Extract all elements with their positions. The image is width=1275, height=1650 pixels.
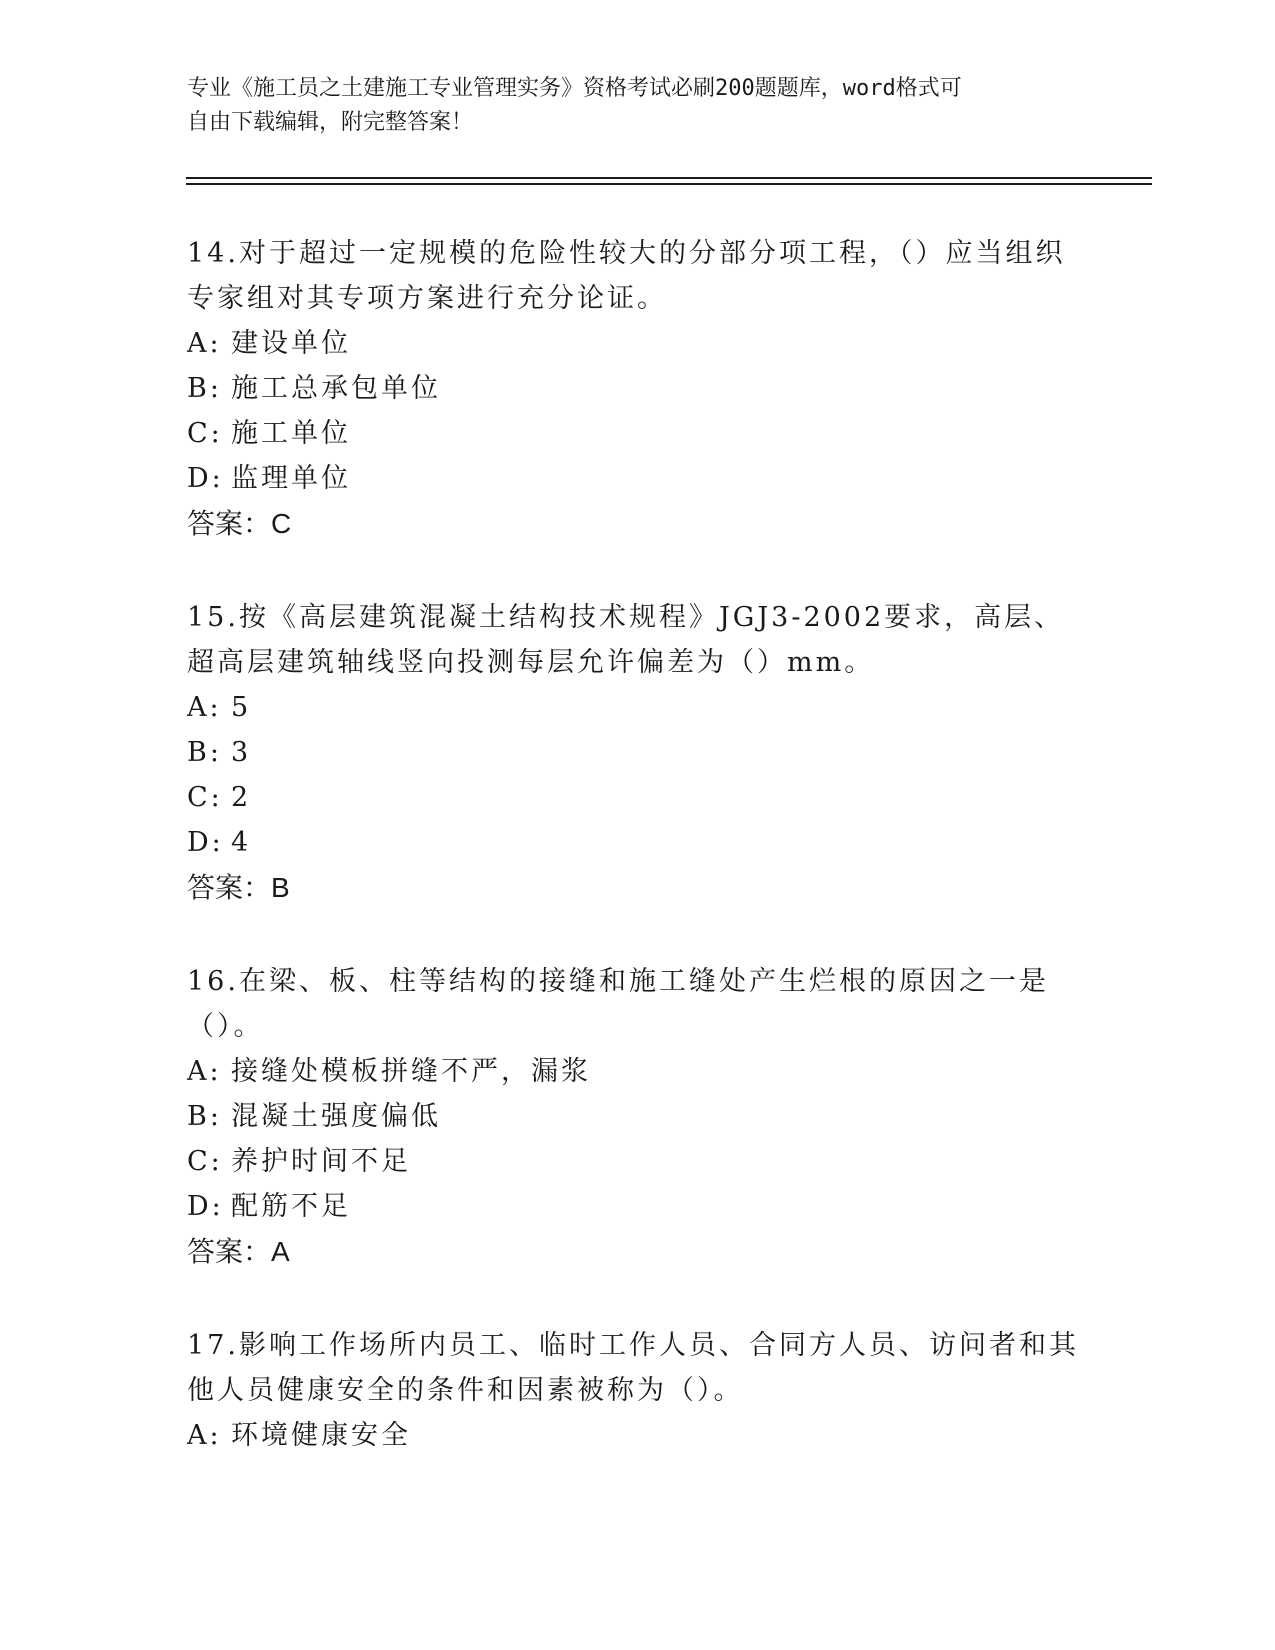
option-a [187,1049,1087,1094]
option-c [187,1139,1087,1184]
option-text: 3 [231,737,252,768]
header-line-1: 专业《施工员之土建施工专业管理实务》资格考试必刷200题题库，word格式可 [187,76,962,101]
question-stem: 15.按《高层建筑混凝土结构技术规程》JGJ3-2002要求，高层、超高层建筑轴线竖向投测每层允许偏差为（）mm。 [187,602,1065,678]
question-stem: 16.在梁、板、柱等结构的接缝和施工缝处产生烂根的原因之一是（）。 [187,966,1049,1042]
question-15 [187,595,1087,911]
question-stem: 14.对于超过一定规模的危险性较大的分部分项工程，（）应当组织专家组对其专项方案进行充分论证。 [187,238,1066,314]
question-list [187,231,1087,1506]
option-a [187,685,1087,730]
option-text: 环境健康安全 [231,1420,411,1451]
option-label: A: [187,1056,222,1087]
option-label: D: [187,463,224,494]
option-text: 5 [231,692,252,723]
option-b [187,366,1087,411]
option-d [187,456,1087,501]
option-label: B: [187,737,222,768]
option-d [187,820,1087,865]
option-text: 建设单位 [231,328,351,359]
option-text: 2 [231,782,252,813]
option-a [187,321,1087,366]
question-16 [187,959,1087,1275]
header-line-2: 自由下载编辑，附完整答案！ [187,110,474,135]
option-text: 配筋不足 [231,1191,351,1222]
question-17 [187,1323,1087,1458]
option-b [187,1094,1087,1139]
option-c [187,775,1087,820]
option-text: 施工单位 [231,418,351,449]
option-label: A: [187,692,222,723]
header-divider-bottom [186,183,1152,185]
option-text: 监理单位 [231,463,351,494]
option-label: A: [187,328,222,359]
option-b [187,730,1087,775]
option-label: B: [187,373,222,404]
document-header [187,72,1067,140]
option-text: 4 [231,827,252,858]
option-label: D: [187,827,224,858]
header-divider-top [186,177,1152,179]
option-text: 接缝处模板拼缝不严，漏浆 [231,1056,591,1087]
answer-line: 答案：A [187,1236,290,1267]
option-text: 混凝土强度偏低 [231,1101,441,1132]
answer-line: 答案：C [187,508,292,539]
option-label: C: [187,418,223,449]
option-d [187,1184,1087,1229]
option-text: 养护时间不足 [231,1146,411,1177]
question-stem: 17.影响工作场所内员工、临时工作人员、合同方人员、访问者和其他人员健康安全的条件和因素被称为（）。 [187,1330,1079,1406]
option-c [187,411,1087,456]
option-label: B: [187,1101,222,1132]
question-14 [187,231,1087,547]
option-label: D: [187,1191,224,1222]
option-label: C: [187,1146,223,1177]
option-label: A: [187,1420,222,1451]
option-label: C: [187,782,223,813]
answer-line: 答案：B [187,872,290,903]
option-text: 施工总承包单位 [231,373,441,404]
option-a [187,1413,1087,1458]
